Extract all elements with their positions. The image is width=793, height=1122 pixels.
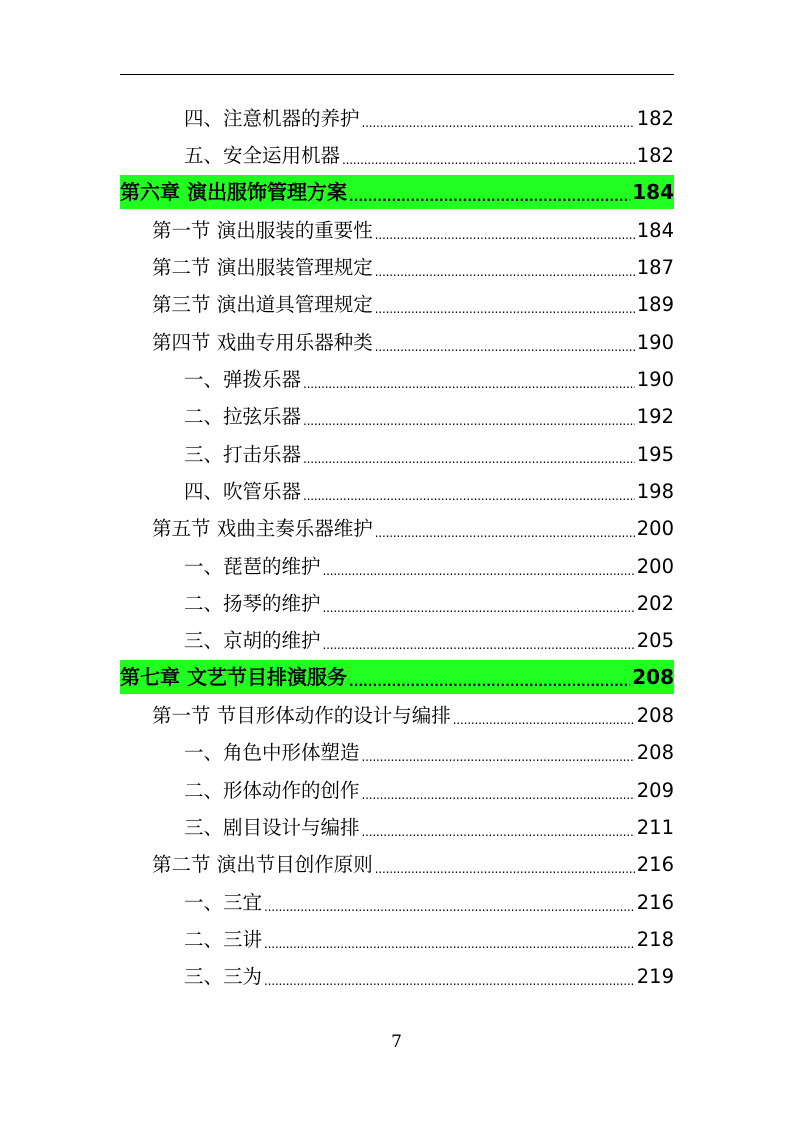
toc-entry-item[interactable] bbox=[184, 402, 674, 432]
toc-entry-title: 三、京胡的维护 bbox=[184, 629, 321, 652]
toc-entry-item[interactable] bbox=[184, 626, 674, 656]
toc-entry-title: 四、吹管乐器 bbox=[184, 480, 302, 503]
toc-entry-page: 209 bbox=[636, 779, 674, 802]
toc-entry-title: 三、剧目设计与编排 bbox=[184, 816, 360, 839]
toc-entry-title: 第二节 演出服装管理规定 bbox=[152, 256, 373, 279]
dot-leader bbox=[362, 812, 635, 844]
dot-leader bbox=[453, 700, 635, 732]
toc-entry-chapter[interactable] bbox=[120, 175, 674, 209]
toc-entry-section[interactable] bbox=[152, 328, 674, 358]
toc-entry-page: 208 bbox=[636, 704, 674, 727]
toc-entry-page: 219 bbox=[636, 965, 674, 988]
toc-entry-title: 五、安全运用机器 bbox=[184, 144, 341, 167]
toc-entry-page: 184 bbox=[632, 180, 674, 204]
toc-entry-title: 第二节 演出节目创作原则 bbox=[152, 853, 373, 876]
toc-entry-section[interactable] bbox=[152, 290, 674, 320]
toc-entry-title: 二、形体动作的创作 bbox=[184, 779, 360, 802]
dot-leader bbox=[375, 513, 635, 545]
toc-entry-page: 187 bbox=[636, 256, 674, 279]
toc-entry-page: 216 bbox=[636, 891, 674, 914]
toc-entry-page: 190 bbox=[636, 331, 674, 354]
dot-leader bbox=[349, 661, 630, 694]
toc-entry-section[interactable] bbox=[152, 850, 674, 880]
toc-entry-page: 200 bbox=[636, 555, 674, 578]
dot-leader bbox=[303, 401, 635, 433]
dot-leader bbox=[323, 588, 635, 620]
toc-entry-title: 四、注意机器的养护 bbox=[184, 107, 360, 130]
toc-entry-title: 三、三为 bbox=[184, 965, 263, 988]
toc-entry-section[interactable] bbox=[152, 253, 674, 283]
dot-leader bbox=[264, 887, 635, 919]
dot-leader bbox=[264, 961, 635, 993]
toc-entry-item[interactable] bbox=[184, 104, 674, 134]
toc-entry-page: 198 bbox=[636, 480, 674, 503]
toc-entry-title: 第五节 戏曲主奏乐器维护 bbox=[152, 517, 373, 540]
toc-entry-page: 184 bbox=[636, 219, 674, 242]
toc-entry-item[interactable] bbox=[184, 589, 674, 619]
toc-entry-title: 一、琵琶的维护 bbox=[184, 555, 321, 578]
toc-entry-page: 205 bbox=[636, 629, 674, 652]
toc-entry-title: 二、拉弦乐器 bbox=[184, 405, 302, 428]
toc-entry-title: 一、角色中形体塑造 bbox=[184, 741, 360, 764]
dot-leader bbox=[375, 215, 635, 247]
toc-entry-item[interactable] bbox=[184, 776, 674, 806]
dot-leader bbox=[362, 103, 635, 135]
toc-entry-section[interactable] bbox=[152, 216, 674, 246]
toc-entry-title: 三、打击乐器 bbox=[184, 443, 302, 466]
dot-leader bbox=[264, 924, 635, 956]
toc-entry-page: 202 bbox=[636, 592, 674, 615]
toc-entry-item[interactable] bbox=[184, 888, 674, 918]
toc-entry-item[interactable] bbox=[184, 365, 674, 395]
dot-leader bbox=[362, 737, 635, 769]
dot-leader bbox=[342, 140, 635, 172]
toc-entry-item[interactable] bbox=[184, 813, 674, 843]
dot-leader bbox=[375, 327, 635, 359]
toc-entry-page: 192 bbox=[636, 405, 674, 428]
toc-entry-title: 一、三宜 bbox=[184, 891, 263, 914]
page-number: 7 bbox=[391, 1032, 402, 1052]
toc-entry-page: 200 bbox=[636, 517, 674, 540]
toc-entry-page: 189 bbox=[636, 293, 674, 316]
toc-entry-item[interactable] bbox=[184, 477, 674, 507]
dot-leader bbox=[375, 849, 635, 881]
toc-entry-item[interactable] bbox=[184, 962, 674, 992]
toc-entry-item[interactable] bbox=[184, 440, 674, 470]
header-rule bbox=[120, 74, 674, 75]
toc-entry-page: 195 bbox=[636, 443, 674, 466]
toc-entry-title: 第一节 节目形体动作的设计与编排 bbox=[152, 704, 451, 727]
dot-leader bbox=[375, 252, 635, 284]
toc-entry-item[interactable] bbox=[184, 552, 674, 582]
toc-entry-title: 第一节 演出服装的重要性 bbox=[152, 219, 373, 242]
toc-entry-page: 218 bbox=[636, 928, 674, 951]
toc-entry-chapter[interactable] bbox=[120, 660, 674, 694]
toc-entry-title: 二、扬琴的维护 bbox=[184, 592, 321, 615]
toc-entry-title: 第六章 演出服饰管理方案 bbox=[120, 180, 347, 204]
toc-entry-section[interactable] bbox=[152, 514, 674, 544]
dot-leader bbox=[375, 289, 635, 321]
dot-leader bbox=[362, 775, 635, 807]
dot-leader bbox=[349, 176, 630, 209]
dot-leader bbox=[303, 364, 635, 396]
toc-entry-title: 二、三讲 bbox=[184, 928, 263, 951]
dot-leader bbox=[303, 439, 635, 471]
toc-entry-page: 216 bbox=[636, 853, 674, 876]
toc-entry-page: 208 bbox=[632, 665, 674, 689]
toc-entry-title: 第三节 演出道具管理规定 bbox=[152, 293, 373, 316]
toc-entry-page: 190 bbox=[636, 368, 674, 391]
toc-entry-item[interactable] bbox=[184, 925, 674, 955]
toc-entry-title: 第四节 戏曲专用乐器种类 bbox=[152, 331, 373, 354]
toc-entry-item[interactable] bbox=[184, 141, 674, 171]
toc-entry-title: 第七章 文艺节目排演服务 bbox=[120, 665, 347, 689]
toc-entry-page: 182 bbox=[636, 107, 674, 130]
toc-entry-page: 208 bbox=[636, 741, 674, 764]
toc-entry-title: 一、弹拨乐器 bbox=[184, 368, 302, 391]
dot-leader bbox=[323, 551, 635, 583]
toc-entry-page: 182 bbox=[636, 144, 674, 167]
toc-entry-item[interactable] bbox=[184, 738, 674, 768]
dot-leader bbox=[303, 476, 635, 508]
toc-entry-section[interactable] bbox=[152, 701, 674, 731]
dot-leader bbox=[323, 625, 635, 657]
toc-entry-page: 211 bbox=[636, 816, 674, 839]
